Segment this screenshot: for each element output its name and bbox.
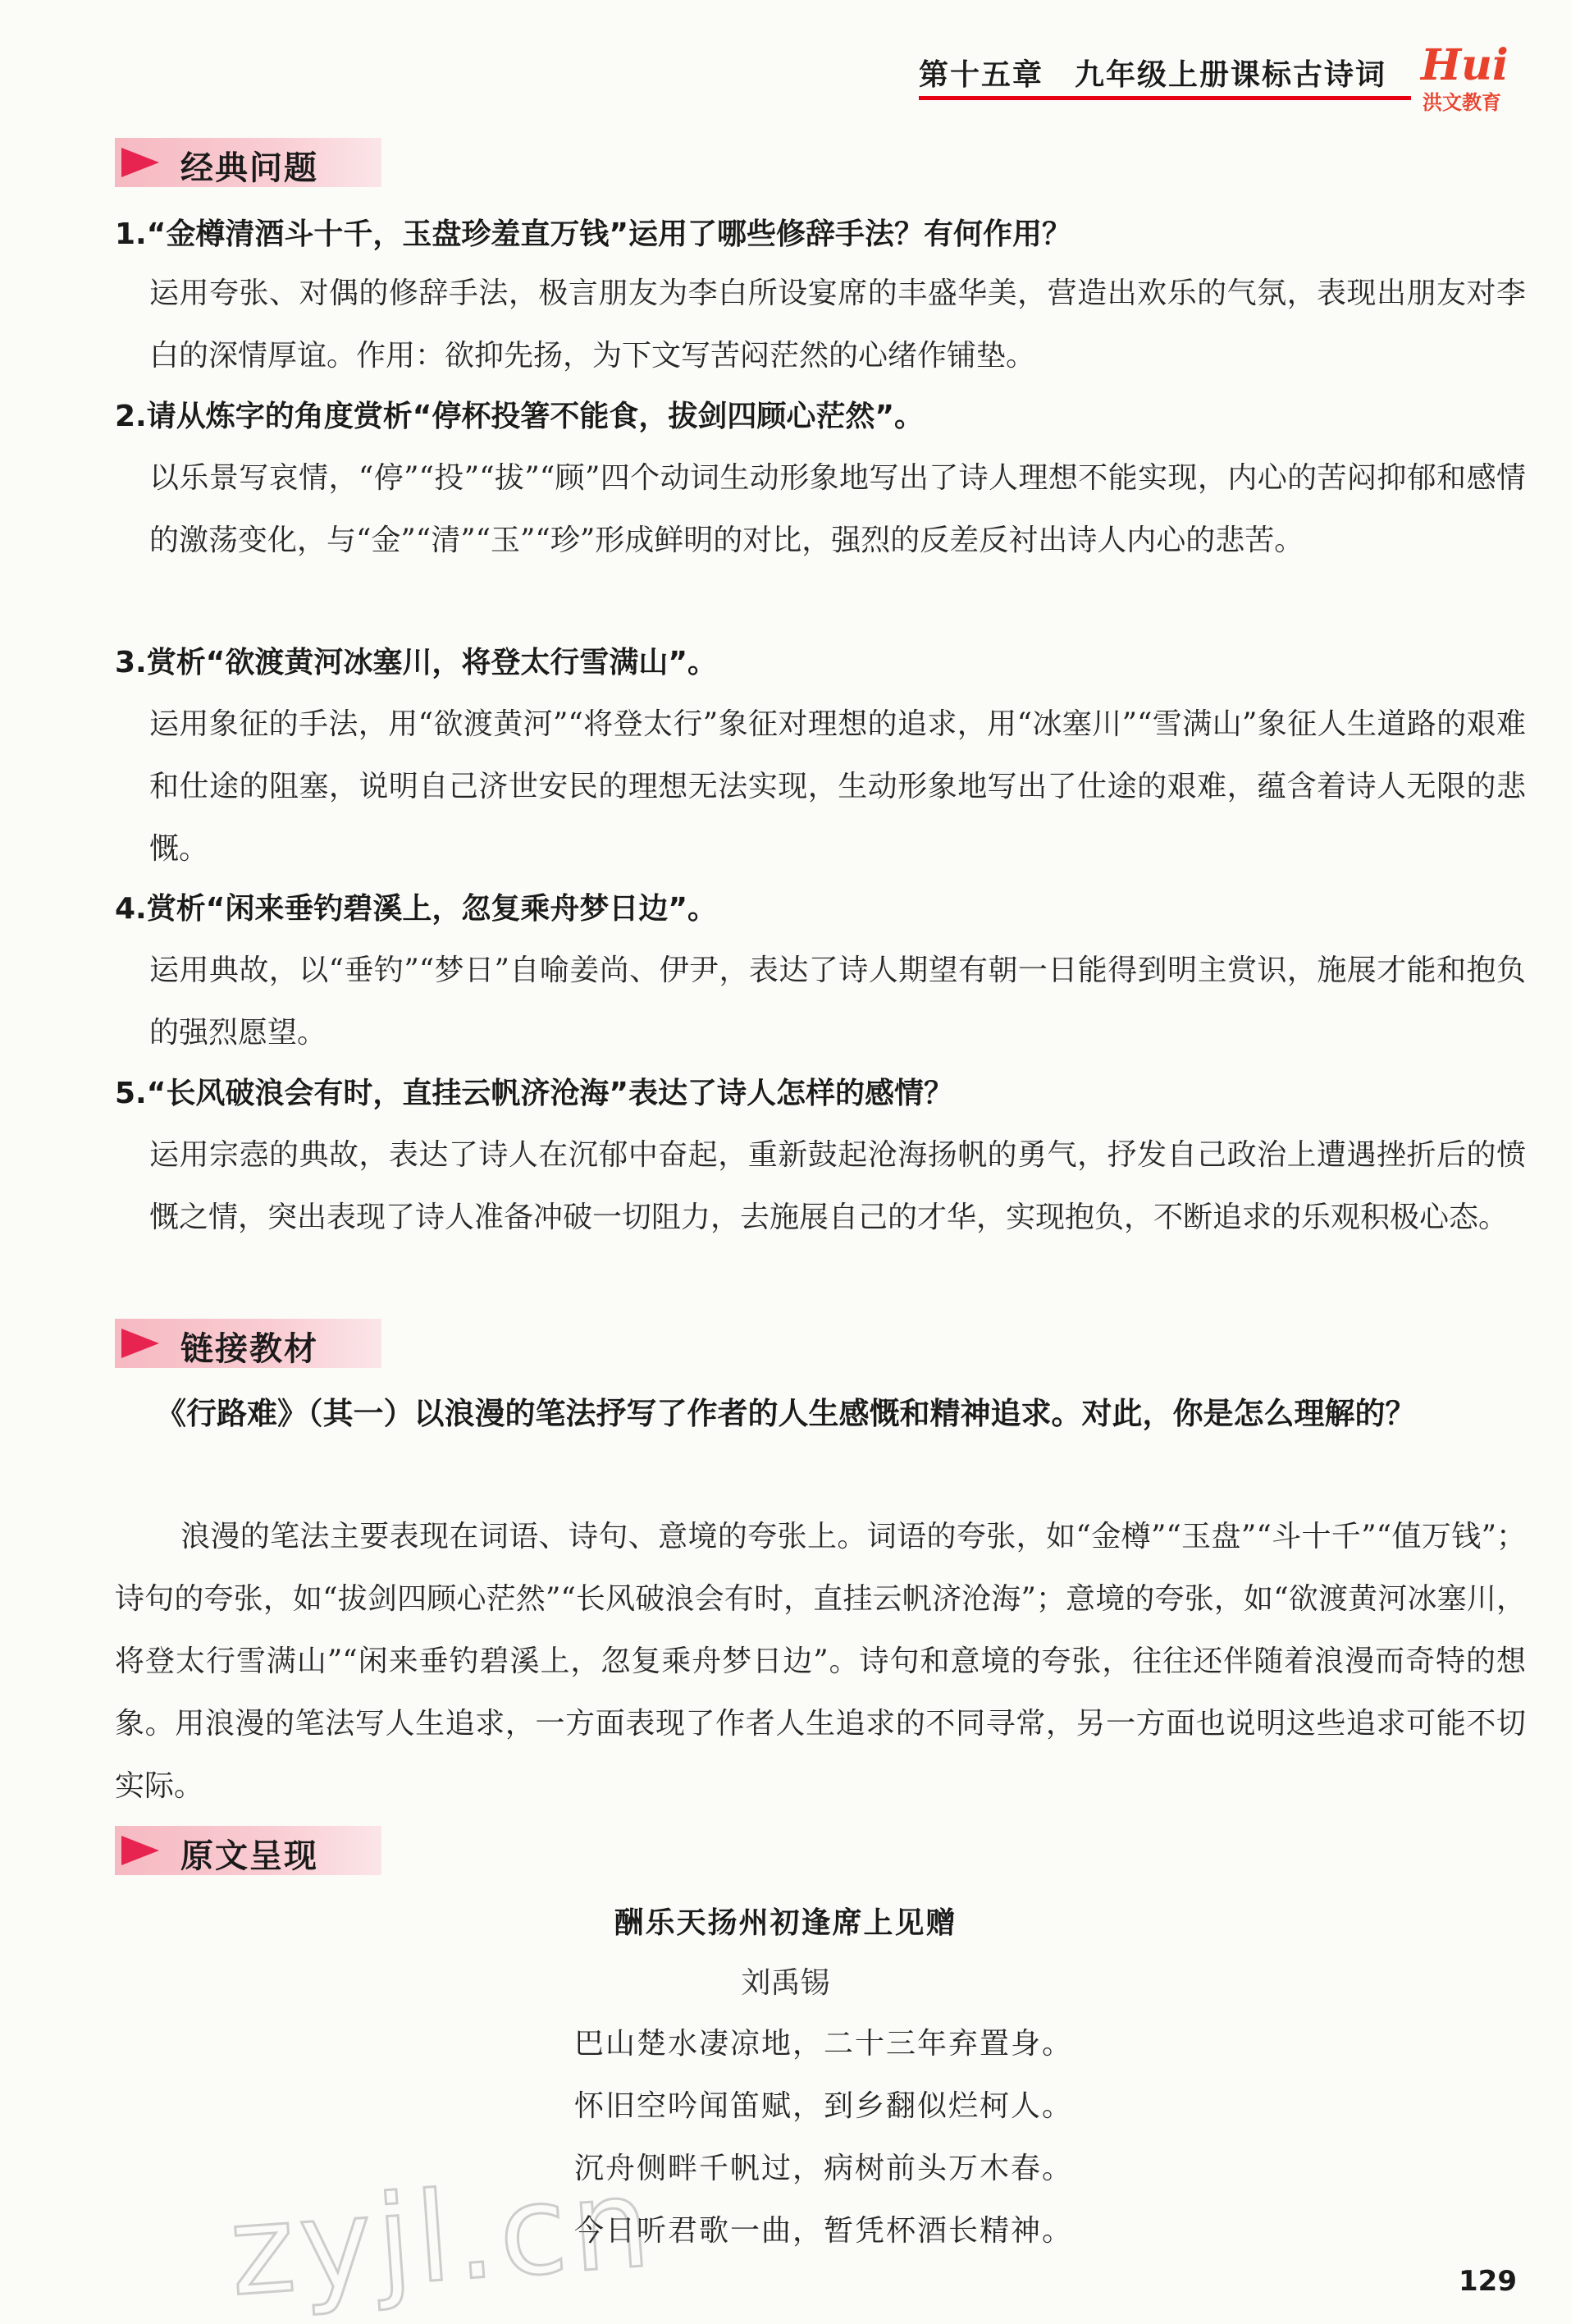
answer-4: 运用典故，以“垂钓”“梦日”自喻姜尚、伊尹，表达了诗人期望有朝一日能得到明主赏识，施展才能和抱负的强烈愿望。 (149, 954, 1526, 1050)
page-number: 129 (1459, 2265, 1517, 2298)
link-answer: 浪漫的笔法主要表现在词语、诗句、意境的夸张上。词语的夸张，如“金樽”“玉盘”“斗十千”“值万钱”；诗句的夸张，如“拔剑四顾心茫然”“长风破浪会有时，直挂云帆济沧海”；意境的夸张，如“欲渡黄河冰塞川，将登太行雪满山”“闲来垂钓碧溪上，忽复乘舟梦日边”。诗句和意境的夸张，往往还伴随着浪漫而奇特的想象。用浪漫的笔法写人生追求，一方面表现了作者人生追求的不同寻常，另一方面也说明这些追求可能不切实际。 (115, 1520, 1526, 1803)
question-5: 5.“长风破浪会有时，直挂云帆济沧海”表达了诗人怎样的感情？ (115, 1077, 954, 1110)
answer-5: 运用宗悫的典故，表达了诗人在沉郁中奋起，重新鼓起沧海扬帆的勇气，抒发自己政治上遭遇挫折后的愤慨之情，突出表现了诗人准备冲破一切阻力，去施展自己的才华，实现抱负，不断追求的乐观积极心态。 (149, 1138, 1526, 1234)
section-title: 原文呈现 (180, 1837, 318, 1875)
header-rule (919, 96, 1411, 100)
page-header (919, 40, 1509, 114)
section-header-original-text (115, 1826, 381, 1875)
publisher-logo (1421, 40, 1511, 114)
answer-1: 运用夸张、对偶的修辞手法，极言朋友为李白所设宴席的丰盛华美，营造出欢乐的气氛，表现出朋友对李白的深情厚谊。作用：欲抑先扬，为下文写苦闷茫然的心绪作铺垫。 (149, 277, 1526, 373)
question-3: 3.赏析“欲渡黄河冰塞川，将登太行雪满山”。 (115, 646, 718, 679)
answer-2: 以乐景写哀情，“停”“投”“拔”“顾”四个动词生动形象地写出了诗人理想不能实现，内心的苦闷抑郁和感情的激荡变化，与“金”“清”“玉”“珍”形成鲜明的对比，强烈的反差反衬出诗人内心的悲苦。 (149, 461, 1526, 557)
section-title: 链接教材 (180, 1330, 318, 1368)
poem-line: 巴山楚水凄凉地，二十三年弃置身。 (574, 2027, 1074, 2061)
question-1: 1.“金樽清酒斗十千，玉盘珍羞直万钱”运用了哪些修辞手法？有何作用？ (115, 217, 1072, 251)
answer-3: 运用象征的手法，用“欲渡黄河”“将登太行”象征对理想的追求，用“冰塞川”“雪满山”象征人生道路的艰难和仕途的阻塞，说明自己济世安民的理想无法实现，生动形象地写出了仕途的艰难，蕴含着诗人无限的悲慨。 (149, 707, 1526, 866)
arrow-icon (121, 148, 159, 177)
poem-line: 今日听君歌一曲，暂凭杯酒长精神。 (574, 2214, 1074, 2248)
poem-line: 沉舟侧畔千帆过，病树前头万木春。 (574, 2152, 1074, 2185)
poem-line: 怀旧空吟闻笛赋，到乡翻似烂柯人。 (574, 2089, 1074, 2123)
link-prompt: 《行路难》（其一）以浪漫的笔法抒写了作者的人生感慨和精神追求。对此，你是怎么理解的？ (156, 1396, 1416, 1431)
arrow-icon (121, 1836, 159, 1865)
poem-title: 酬乐天扬州初逢席上见赠 (614, 1906, 957, 1940)
question-2: 2.请从炼字的角度赏析“停杯投箸不能食，拔剑四顾心茫然”。 (115, 400, 925, 433)
logo-script: Hui (1421, 40, 1509, 90)
section-header-classic-questions (115, 138, 381, 187)
chapter-title: 第十五章 九年级上册课标古诗词 (919, 58, 1387, 92)
arrow-icon (121, 1329, 159, 1358)
section-header-link-textbook (115, 1319, 381, 1368)
logo-text: 洪文教育 (1423, 91, 1501, 114)
section-title: 经典问题 (180, 149, 318, 187)
poem-author: 刘禹锡 (741, 1966, 830, 2000)
watermark: zyjl.cn (225, 2152, 660, 2324)
question-4: 4.赏析“闲来垂钓碧溪上，忽复乘舟梦日边”。 (115, 892, 718, 926)
